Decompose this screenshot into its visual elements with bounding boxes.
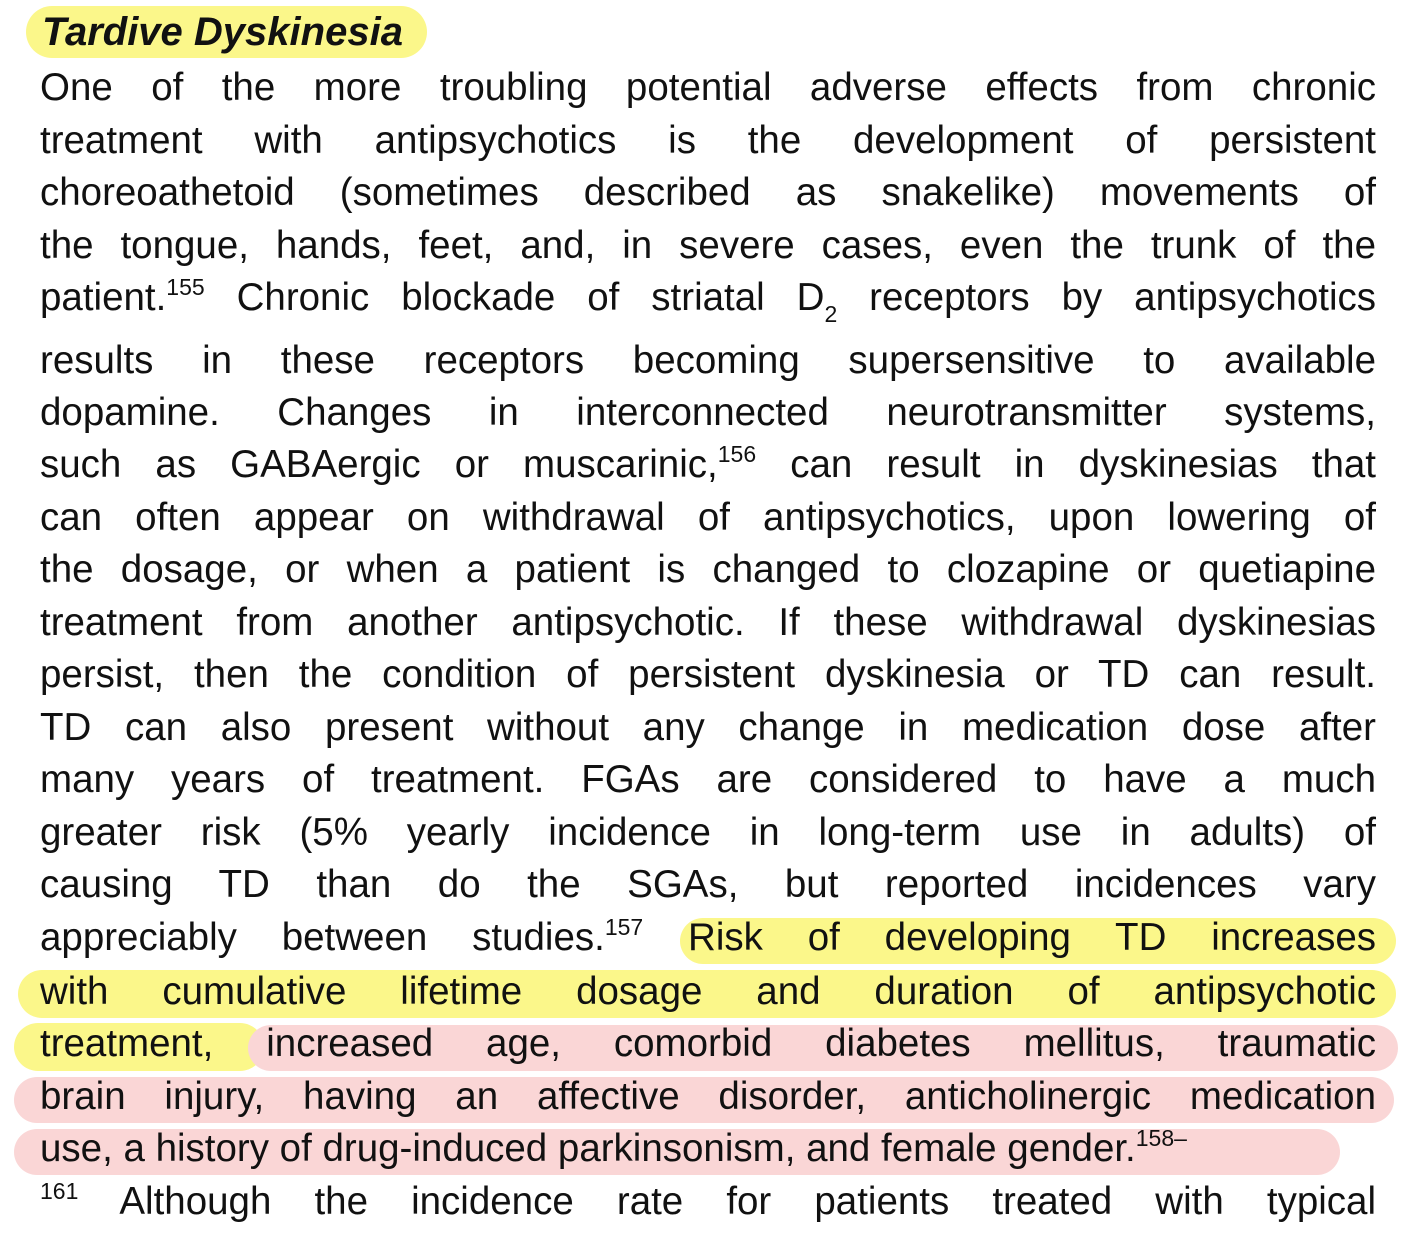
text-line: patient.$^{155}$ Chronic blockade of striatal $D_2$ receptors by antipsychotics xyxy=(40,274,1376,327)
text-line: appreciably between studies.$^{157}$ Risk of developing TD increases xyxy=(40,914,1376,959)
text-line: such as GABAergic or muscarinic,$^{156}$ can result in dyskinesias that xyxy=(40,441,1377,486)
text-line: TD can also present without any change in medication dose after xyxy=(40,706,1376,749)
text-line: persist, then the condition of persistent dyskinesia or TD can result. xyxy=(40,653,1376,696)
text-line: causing TD than do the SGAs, but reported incidences vary xyxy=(40,863,1376,906)
section-heading: Tardive Dyskinesia xyxy=(26,6,427,58)
text-line: choreoathetoid (sometimes described as snakelike) movements of xyxy=(40,171,1376,214)
text-line: the dosage, or when a patient is changed to clozapine or quetiapine xyxy=(40,548,1376,591)
text-line: treatment from another antipsychotic. If these withdrawal dyskinesias xyxy=(40,601,1376,644)
text-line: use, a history of drug-induced parkinsonism, and female gender.$^{158-}$ xyxy=(40,1125,1187,1170)
text-line: brain injury, having an affective disorder, anticholinergic medication xyxy=(40,1075,1376,1118)
citation-superscript: 161 xyxy=(40,1178,79,1204)
text-line: can often appear on withdrawal of antipsychotics, upon lowering of xyxy=(40,496,1376,539)
text-line: treatment, increased age, comorbid diabetes mellitus, traumatic xyxy=(40,1022,1376,1065)
citation-superscript: 158– xyxy=(1135,1125,1187,1151)
citation-superscript: 156 xyxy=(717,441,757,467)
text-line: many years of treatment. FGAs are considered to have a much xyxy=(40,758,1376,801)
text-line: greater risk (5% yearly incidence in long-term use in adults) of xyxy=(40,811,1376,854)
citation-superscript: 155 xyxy=(166,274,205,300)
text-line: One of the more troubling potential adverse effects from chronic xyxy=(40,66,1376,109)
text-line: the tongue, hands, feet, and, in severe cases, even the trunk of the xyxy=(40,224,1376,267)
text-line: dopamine. Changes in interconnected neurotransmitter systems, xyxy=(40,391,1376,434)
subscript: 2 xyxy=(824,301,838,327)
text-line: with cumulative lifetime dosage and duration of antipsychotic xyxy=(40,970,1376,1013)
text-line: results in these receptors becoming supersensitive to available xyxy=(40,339,1376,382)
text-line: $^{161}$ Although the incidence rate for patients treated with typical xyxy=(40,1178,1376,1223)
text-line: treatment with antipsychotics is the development of persistent xyxy=(40,119,1376,162)
citation-superscript: 157 xyxy=(604,914,644,940)
